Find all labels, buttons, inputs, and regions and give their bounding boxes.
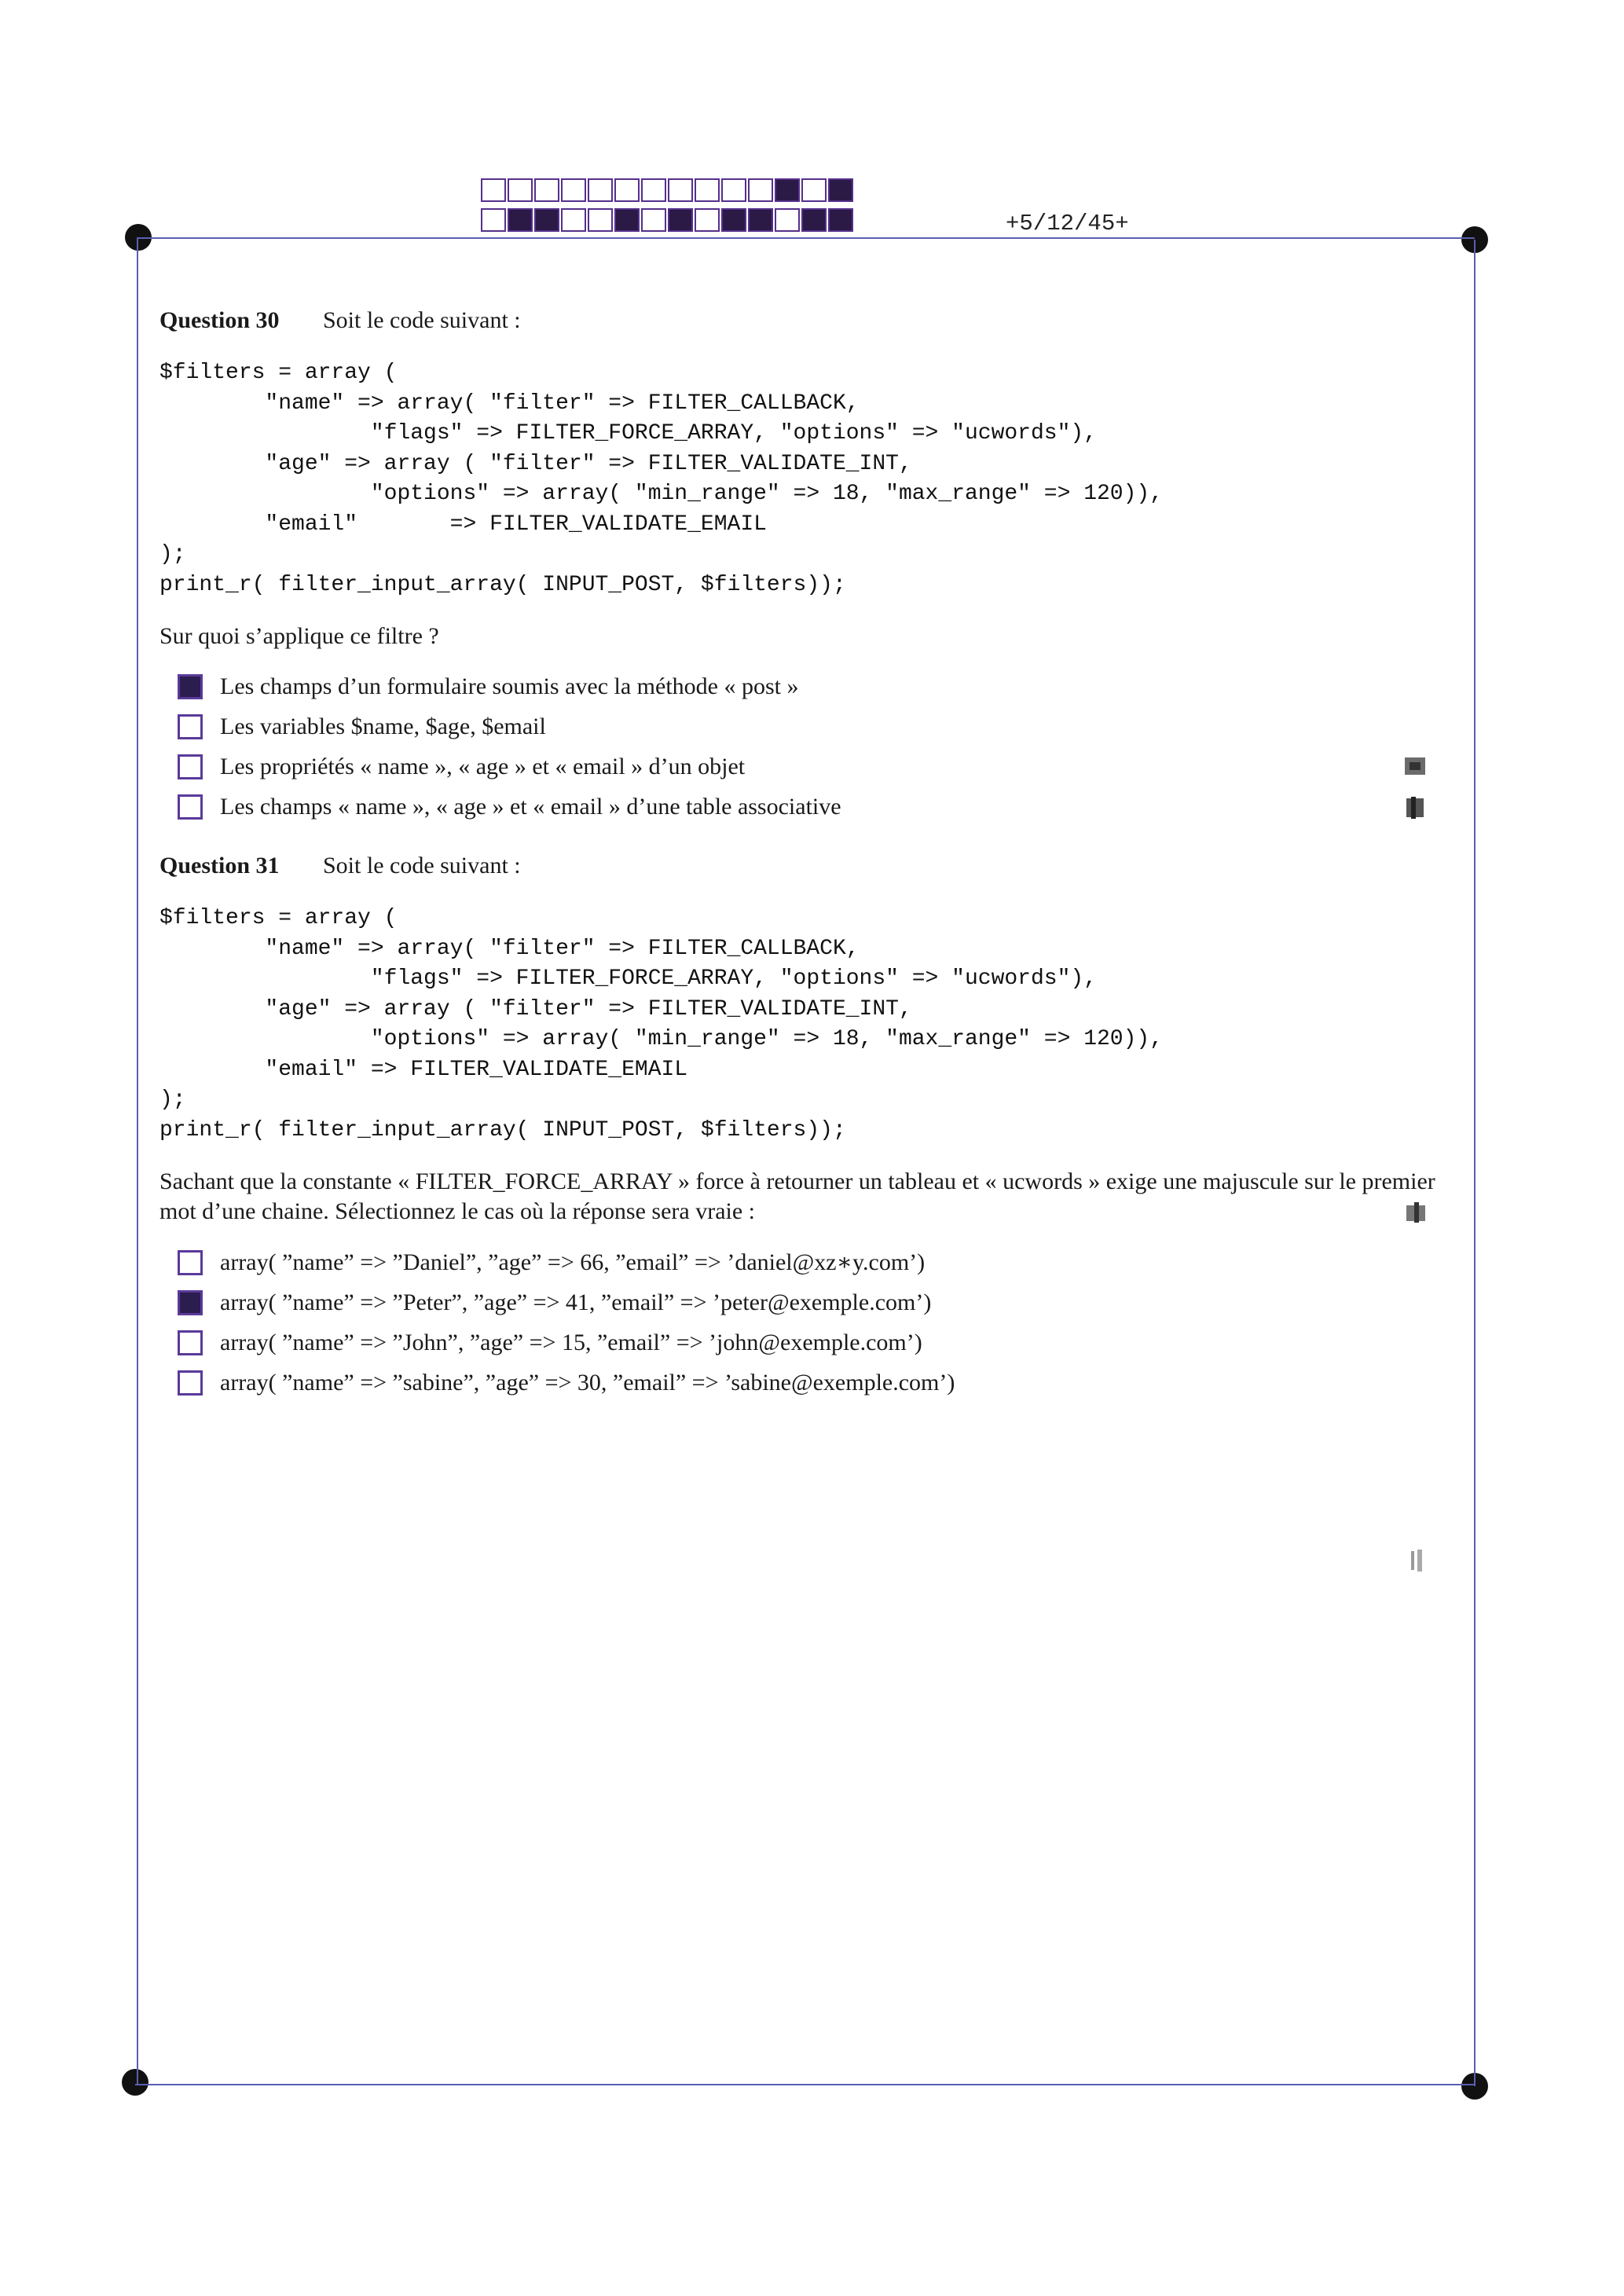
answer-label: array( ”name” => ”Daniel”, ”age” => 66, ”email” => ’daniel@xz∗y.com’)	[220, 1249, 926, 1275]
code-cell	[828, 208, 853, 232]
code-cell	[481, 178, 506, 202]
frame-right-line	[1474, 240, 1476, 2086]
code-cell	[561, 208, 586, 232]
question-31-answers	[178, 1242, 955, 1403]
answer-label: array( ”name” => ”John”, ”age” => 15, ”email” => ’john@exemple.com’)	[220, 1329, 922, 1355]
frame-top-line	[138, 237, 1475, 239]
code-cell	[614, 208, 640, 232]
code-cell	[801, 208, 827, 232]
answer-label: Les champs d’un formulaire soumis avec la méthode « post »	[220, 673, 799, 699]
answer-checkbox[interactable]	[178, 794, 203, 820]
code-cell	[748, 178, 773, 202]
answer-label: Les champs « name », « age » et « email » d’une table associative	[220, 793, 841, 820]
corner-mark-bottom-left	[122, 2069, 148, 2096]
code-cell	[775, 208, 800, 232]
answer-option[interactable]	[178, 706, 841, 746]
code-cell	[801, 178, 827, 202]
code-cell	[588, 208, 613, 232]
question-30-prompt: Sur quoi s’applique ce filtre ?	[159, 623, 439, 649]
answer-checkbox[interactable]	[178, 1330, 203, 1355]
question-30-header	[159, 307, 521, 334]
code-cell	[695, 208, 720, 232]
answer-checkbox[interactable]	[178, 1370, 203, 1396]
question-31-prompt: Sachant que la constante « FILTER_FORCE_ARRAY » force à retourner un tableau et « ucwords » exige une majuscule sur le premier mot d’une chaine. Sélectionnez le cas où la réponse sera vraie :	[159, 1168, 1435, 1224]
answer-option[interactable]	[178, 1282, 955, 1322]
answer-option[interactable]	[178, 787, 841, 827]
code-cell	[828, 178, 853, 202]
page-identifier: +5/12/45+	[1006, 211, 1129, 237]
question-30-code: $filters = array ( "name" => array( "filter" => FILTER_CALLBACK, "flags" => FILTER_FORCE_ARRAY, "options" => "ucwords"), "age" => array ( "filter" => FILTER_VALIDATE_INT, "options" => array( "min_range" => 18, "max_range" => 120)), "email" => FILTER_VALIDATE_EMAIL ); print_r( filter_input_array( INPUT_POST, $filters));	[159, 361, 1164, 597]
answer-option[interactable]	[178, 1363, 955, 1403]
scan-artifact-mark	[1403, 754, 1427, 779]
scan-artifact-mark	[1403, 1201, 1427, 1226]
question-30-answers	[178, 666, 841, 827]
question-intro: Soit le code suivant :	[323, 853, 521, 878]
code-cell	[588, 178, 613, 202]
answer-checkbox[interactable]	[178, 754, 203, 779]
code-cell	[481, 208, 506, 232]
code-cell	[721, 178, 746, 202]
frame-left-line	[137, 237, 138, 2084]
answer-checkbox[interactable]	[178, 1250, 203, 1275]
question-number: Question 30	[159, 307, 280, 333]
question-number: Question 31	[159, 853, 280, 878]
answer-checkbox[interactable]	[178, 1290, 203, 1315]
code-cell	[695, 178, 720, 202]
answer-checkbox[interactable]	[178, 674, 203, 699]
code-cell	[508, 208, 533, 232]
answer-option[interactable]	[178, 1242, 955, 1282]
question-31-header	[159, 853, 521, 879]
code-cell	[534, 178, 559, 202]
code-cell	[614, 178, 640, 202]
code-cell	[508, 178, 533, 202]
answer-label: Les variables $name, $age, $email	[220, 713, 546, 739]
binary-code-bar-bottom	[481, 208, 853, 232]
binary-code-bar-top	[481, 178, 853, 202]
code-cell	[561, 178, 586, 202]
answer-option[interactable]	[178, 746, 841, 787]
scan-artifact-mark	[1403, 795, 1427, 820]
code-cell	[641, 208, 666, 232]
code-cell	[668, 178, 693, 202]
answer-checkbox[interactable]	[178, 714, 203, 739]
scan-artifact-mark	[1406, 1548, 1430, 1573]
frame-bottom-line	[135, 2084, 1475, 2085]
code-cell	[775, 178, 800, 202]
code-cell	[721, 208, 746, 232]
code-cell	[668, 208, 693, 232]
question-intro: Soit le code suivant :	[323, 307, 521, 333]
question-31-code: $filters = array ( "name" => array( "filter" => FILTER_CALLBACK, "flags" => FILTER_FORCE_ARRAY, "options" => "ucwords"), "age" => array ( "filter" => FILTER_VALIDATE_INT, "options" => array( "min_range" => 18, "max_range" => 120)), "email" => FILTER_VALIDATE_EMAIL ); print_r( filter_input_array( INPUT_POST, $filters));	[159, 906, 1164, 1142]
answer-label: array( ”name” => ”Peter”, ”age” => 41, ”email” => ’peter@exemple.com’)	[220, 1289, 932, 1315]
answer-option[interactable]	[178, 1322, 955, 1363]
answer-option[interactable]	[178, 666, 841, 706]
code-cell	[748, 208, 773, 232]
code-cell	[641, 178, 666, 202]
answer-label: array( ”name” => ”sabine”, ”age” => 30, ”email” => ’sabine@exemple.com’)	[220, 1369, 955, 1396]
code-cell	[534, 208, 559, 232]
answer-label: Les propriétés « name », « age » et « email » d’un objet	[220, 753, 746, 779]
